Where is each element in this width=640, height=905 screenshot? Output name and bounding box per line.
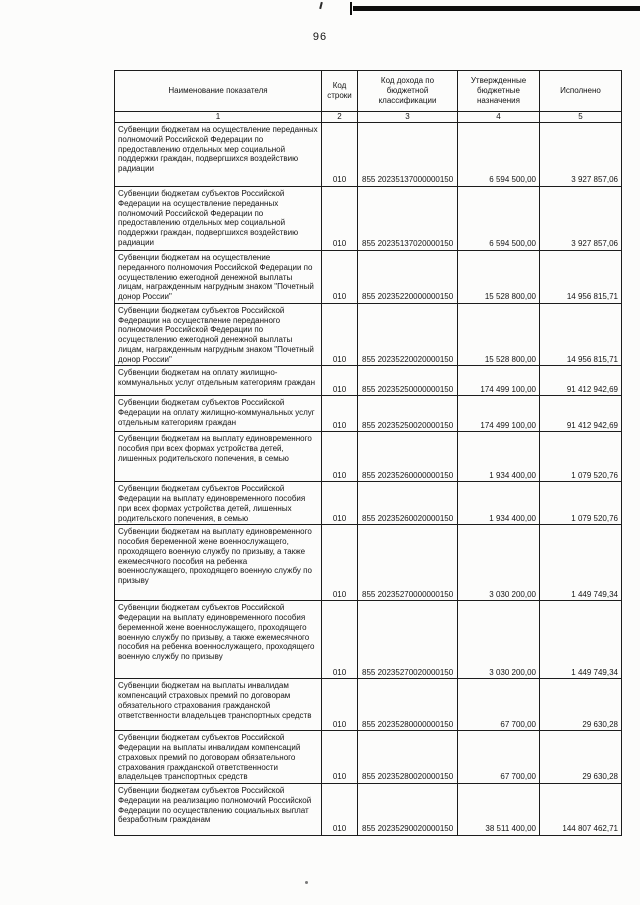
budget-code-cell: 855 20235280020000150: [358, 731, 458, 784]
indicator-name-cell: Субвенции бюджетам на осуществление переданных полномочий Российской Федерации по предоставлению отдельных мер социальной поддержки граждан, подвергшихся воздействию радиации: [115, 123, 322, 187]
indicator-name-cell: Субвенции бюджетам на осуществление переданного полномочия Российской Федерации по осуществлению ежегодной денежной выплаты лицам, награжденным нагрудным знаком "Почетный донор России": [115, 251, 322, 304]
table-row: [115, 187, 622, 251]
executed-amount-cell: 3 927 857,06: [540, 187, 622, 251]
header-approved: Утвержденные бюджетные назначения: [458, 71, 540, 112]
approved-amount-cell: 6 594 500,00: [458, 123, 540, 187]
table-row: [115, 679, 622, 731]
executed-amount-cell: 14 956 815,71: [540, 303, 622, 366]
line-code-cell: 010: [322, 601, 358, 679]
scan-artifact-dot: [305, 881, 308, 884]
indicator-name-cell: Субвенции бюджетам субъектов Российской Федерации на оплату жилищно-коммунальных услуг отдельным категориям граждан: [115, 396, 322, 432]
line-code-cell: 010: [322, 679, 358, 731]
indicator-name-cell: Субвенции бюджетам субъектов Российской Федерации на выплаты инвалидам компенсаций страховых премий по договорам обязательного страхования гражданской ответственности владельцев транспортных средств: [115, 731, 322, 784]
line-code-cell: 010: [322, 784, 358, 836]
scan-artifact-mark: [319, 2, 323, 9]
line-code-cell: 010: [322, 187, 358, 251]
table-row: [115, 123, 622, 187]
budget-code-cell: 855 20235290020000150: [358, 784, 458, 836]
scan-artifact-tick: [350, 2, 352, 15]
header-indicator-name: Наименование показателя: [115, 71, 322, 112]
column-number-3: 3: [358, 112, 458, 123]
executed-amount-cell: 29 630,28: [540, 731, 622, 784]
page-number: 96: [312, 31, 328, 43]
indicator-name-cell: Субвенции бюджетам субъектов Российской Федерации на осуществление переданных полномочий Российской Федерации по предоставлению отдельных мер социальной поддержки граждан, подвергшихся воздействию радиации: [115, 187, 322, 251]
indicator-name-cell: Субвенции бюджетам субъектов Российской Федерации на реализацию полномочий Российской Федерации по осуществлению социальных выплат безработным гражданам: [115, 784, 322, 836]
approved-amount-cell: 38 511 400,00: [458, 784, 540, 836]
budget-code-cell: 855 20235137000000150: [358, 123, 458, 187]
indicator-name-cell: Субвенции бюджетам субъектов Российской Федерации на выплату единовременного пособия при всех формах устройства детей, лишенных родительского попечения, в семью: [115, 482, 322, 525]
table-row: [115, 303, 622, 366]
executed-amount-cell: 1 079 520,76: [540, 482, 622, 525]
indicator-name-cell: Субвенции бюджетам на выплату единовременного пособия беременной жене военнослужащего, проходящего военную службу по призыву, а также ежемесячного пособия на ребенка военнослужащего, проходящего военную службу по призыву: [115, 525, 322, 601]
budget-code-cell: 855 20235260000000150: [358, 432, 458, 482]
indicator-name-cell: Субвенции бюджетам субъектов Российской Федерации на осуществление переданного полномочия Российской Федерации по осуществлению ежегодной денежной выплаты лицам, награжденным нагрудным знаком "Почетный донор России": [115, 303, 322, 366]
table-row: [115, 731, 622, 784]
budget-code-cell: 855 20235260020000150: [358, 482, 458, 525]
indicator-name-cell: Субвенции бюджетам на выплату единовременного пособия при всех формах устройства детей, лишенных родительского попечения, в семью: [115, 432, 322, 482]
executed-amount-cell: 14 956 815,71: [540, 251, 622, 304]
table-row: [115, 525, 622, 601]
column-number-1: 1: [115, 112, 322, 123]
approved-amount-cell: 6 594 500,00: [458, 187, 540, 251]
indicator-name-cell: Субвенции бюджетам на выплаты инвалидам компенсаций страховых премий по договорам обязательного страхования гражданской ответственности владельцев транспортных средств: [115, 679, 322, 731]
column-number-row: [115, 112, 622, 123]
line-code-cell: 010: [322, 123, 358, 187]
executed-amount-cell: 1 449 749,34: [540, 601, 622, 679]
approved-amount-cell: 174 499 100,00: [458, 366, 540, 396]
budget-code-cell: 855 20235250020000150: [358, 396, 458, 432]
executed-amount-cell: 91 412 942,69: [540, 396, 622, 432]
column-number-5: 5: [540, 112, 622, 123]
scan-artifact-bar: [353, 6, 640, 11]
executed-amount-cell: 1 079 520,76: [540, 432, 622, 482]
budget-code-cell: 855 20235280000000150: [358, 679, 458, 731]
table-row: [115, 396, 622, 432]
line-code-cell: 010: [322, 482, 358, 525]
budget-report-table: [114, 70, 622, 836]
table-header: [115, 71, 622, 123]
executed-amount-cell: 29 630,28: [540, 679, 622, 731]
executed-amount-cell: 3 927 857,06: [540, 123, 622, 187]
approved-amount-cell: 1 934 400,00: [458, 482, 540, 525]
approved-amount-cell: 67 700,00: [458, 679, 540, 731]
table-row: [115, 251, 622, 304]
header-budget-code: Код дохода по бюджетной классификации: [358, 71, 458, 112]
approved-amount-cell: 15 528 800,00: [458, 251, 540, 304]
indicator-name-cell: Субвенции бюджетам субъектов Российской Федерации на выплату единовременного пособия беременной жене военнослужащего, проходящего военную службу по призыву, а также ежемесячного пособия на ребенка военнослужащего, проходящего военную службу по призыву: [115, 601, 322, 679]
header-line-code: Код строки: [322, 71, 358, 112]
approved-amount-cell: 3 030 200,00: [458, 601, 540, 679]
approved-amount-cell: 67 700,00: [458, 731, 540, 784]
header-executed: Исполнено: [540, 71, 622, 112]
executed-amount-cell: 1 449 749,34: [540, 525, 622, 601]
line-code-cell: 010: [322, 251, 358, 304]
column-number-2: 2: [322, 112, 358, 123]
line-code-cell: 010: [322, 303, 358, 366]
table-row: [115, 482, 622, 525]
approved-amount-cell: 15 528 800,00: [458, 303, 540, 366]
executed-amount-cell: 91 412 942,69: [540, 366, 622, 396]
approved-amount-cell: 3 030 200,00: [458, 525, 540, 601]
column-number-4: 4: [458, 112, 540, 123]
approved-amount-cell: 174 499 100,00: [458, 396, 540, 432]
line-code-cell: 010: [322, 525, 358, 601]
line-code-cell: 010: [322, 432, 358, 482]
table-row: [115, 601, 622, 679]
line-code-cell: 010: [322, 366, 358, 396]
budget-code-cell: 855 20235270000000150: [358, 525, 458, 601]
approved-amount-cell: 1 934 400,00: [458, 432, 540, 482]
indicator-name-cell: Субвенции бюджетам на оплату жилищно-коммунальных услуг отдельным категориям граждан: [115, 366, 322, 396]
budget-code-cell: 855 20235270020000150: [358, 601, 458, 679]
line-code-cell: 010: [322, 731, 358, 784]
table-row: [115, 784, 622, 836]
executed-amount-cell: 144 807 462,71: [540, 784, 622, 836]
budget-code-cell: 855 20235137020000150: [358, 187, 458, 251]
budget-code-cell: 855 20235220020000150: [358, 303, 458, 366]
table-row: [115, 432, 622, 482]
budget-code-cell: 855 20235220000000150: [358, 251, 458, 304]
line-code-cell: 010: [322, 396, 358, 432]
table-row: [115, 366, 622, 396]
budget-code-cell: 855 20235250000000150: [358, 366, 458, 396]
